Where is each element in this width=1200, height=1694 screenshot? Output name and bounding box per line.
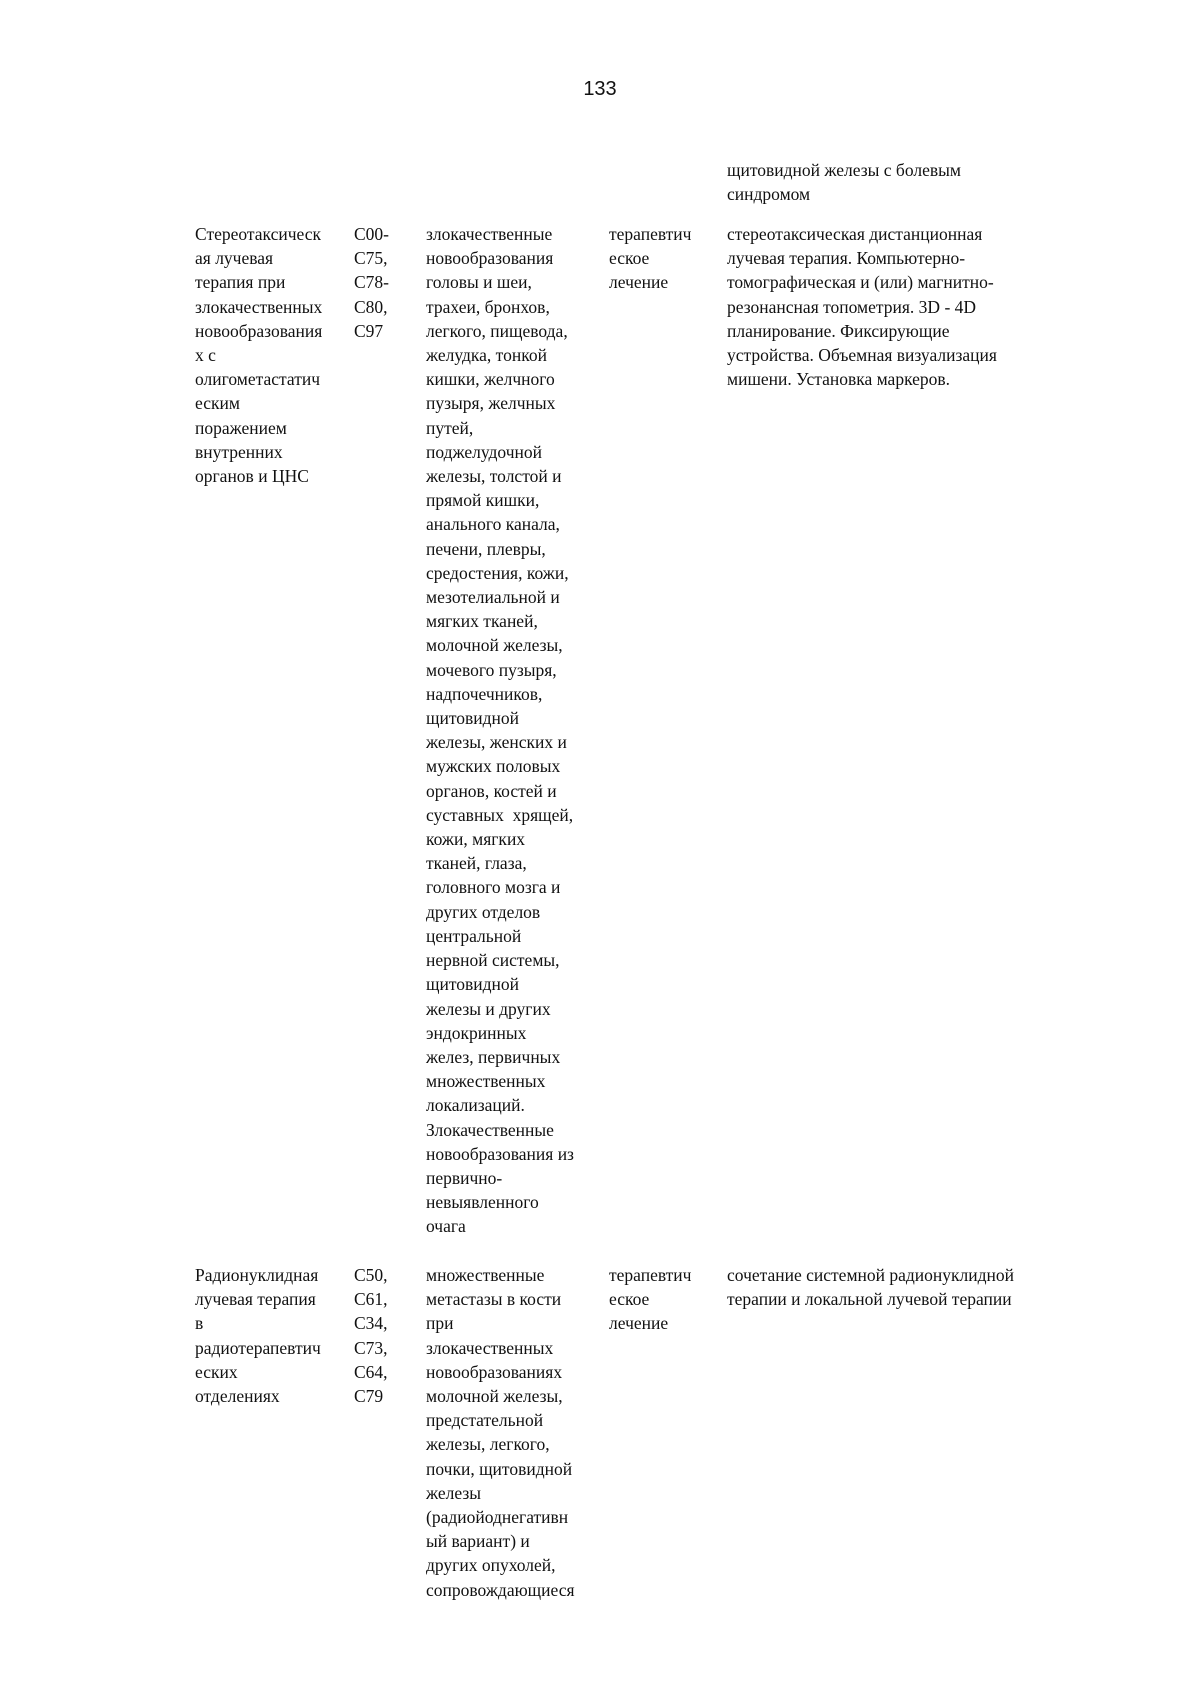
text-line: предстательной (426, 1410, 544, 1431)
text-line: еских (195, 1361, 238, 1382)
text-line: новообразования (195, 320, 323, 341)
text-line: мужских половых (426, 756, 561, 777)
text-line: поражением (195, 417, 287, 438)
row1-method (727, 222, 997, 391)
text-line: злокачественные (426, 224, 553, 244)
text-line: C97 (354, 320, 384, 341)
text-line: средостения, кожи, (426, 562, 569, 583)
text-line: C80, (354, 296, 388, 317)
text-line: C34, (354, 1313, 388, 1334)
text-line: C73, (354, 1337, 388, 1358)
row1-procedure-name (195, 222, 322, 488)
row2-treatment-type (609, 1263, 691, 1336)
text-line: железы (426, 1482, 482, 1503)
text-line: C00- (354, 224, 389, 244)
text-line: сочетание системной радионуклидной (727, 1265, 1015, 1285)
text-line: головы и шеи, (426, 272, 532, 293)
text-line: стереотаксическая дистанционная (727, 224, 983, 244)
text-line: легкого, пищевода, (426, 320, 568, 341)
text-line: желез, первичных (426, 1046, 561, 1067)
text-line: надпочечников, (426, 683, 543, 704)
text-line: резонансная топометрия. 3D - 4D (727, 296, 977, 317)
row1-treatment-type (609, 222, 691, 295)
text-line: лучевая терапия (195, 1289, 316, 1310)
text-line: томографическая и (или) магнитно- (727, 272, 994, 293)
text-line: центральной (426, 925, 522, 946)
text-line: злокачественных (426, 1337, 554, 1358)
text-line: суставных хрящей, (426, 804, 574, 825)
text-line: внутренних (195, 441, 283, 462)
text-line: олигометастатич (195, 369, 321, 390)
row2-icd-codes (354, 1263, 388, 1408)
text-line: первично- (426, 1167, 503, 1188)
text-line: локализаций. (426, 1095, 525, 1116)
text-line: Стереотаксическ (195, 224, 321, 244)
text-line: еским (195, 393, 240, 414)
text-line: очага (426, 1216, 466, 1237)
text-line: C75, (354, 248, 388, 269)
text-line: отделениях (195, 1386, 280, 1407)
text-line: почки, щитовидной (426, 1458, 573, 1479)
text-line: еское (609, 248, 650, 269)
text-line: железы, толстой и (426, 466, 562, 487)
text-line: железы и других (426, 998, 551, 1019)
text-line: тканей, глаза, (426, 853, 527, 874)
text-line: (радиойоднегативн (426, 1507, 569, 1528)
text-line: х с (195, 345, 216, 366)
text-line: C61, (354, 1289, 388, 1310)
text-line: новообразования из (426, 1143, 574, 1164)
text-line: сопровождающиеся (426, 1579, 575, 1600)
text-line: железы, легкого, (426, 1434, 550, 1455)
carryover-method-text (727, 158, 961, 206)
text-line: новообразованиях (426, 1361, 563, 1382)
text-line: щитовидной железы с болевым (727, 160, 961, 180)
text-line: мочевого пузыря, (426, 659, 557, 680)
text-line: мягких тканей, (426, 611, 538, 632)
text-line: печени, плевры, (426, 538, 546, 559)
text-line: головного мозга и (426, 877, 561, 898)
text-line: лечение (609, 272, 669, 293)
text-line: щитовидной (426, 974, 520, 995)
text-line: органов, костей и (426, 780, 557, 801)
text-line: поджелудочной (426, 441, 543, 462)
text-line: множественных (426, 1071, 546, 1092)
text-line: эндокринных (426, 1022, 527, 1043)
text-line: мишени. Установка маркеров. (727, 369, 951, 390)
text-line: при (426, 1313, 454, 1334)
text-line: анального канала, (426, 514, 560, 535)
row2-method (727, 1263, 1014, 1311)
text-line: других опухолей, (426, 1555, 556, 1576)
text-line: молочной железы, (426, 1386, 563, 1407)
text-line: трахеи, бронхов, (426, 296, 550, 317)
text-line: C79 (354, 1386, 384, 1407)
text-line: кожи, мягких (426, 829, 526, 850)
text-line: планирование. Фиксирующие (727, 320, 950, 341)
text-line: желудка, тонкой (426, 345, 547, 366)
text-line: в (195, 1313, 204, 1334)
text-line: прямой кишки, (426, 490, 540, 511)
text-line: железы, женских и (426, 732, 567, 753)
text-line: C78- (354, 272, 389, 293)
text-line: радиотерапевтич (195, 1337, 321, 1358)
text-line: ый вариант) и (426, 1531, 530, 1552)
text-line: Злокачественные (426, 1119, 554, 1140)
text-line: еское (609, 1289, 650, 1310)
text-line: терапевтич (609, 1265, 692, 1285)
text-line: кишки, желчного (426, 369, 555, 390)
text-line: новообразования (426, 248, 554, 269)
text-line: щитовидной (426, 708, 520, 729)
text-line: синдромом (727, 184, 811, 205)
text-line: метастазы в кости (426, 1289, 562, 1310)
text-line: мезотелиальной и (426, 587, 560, 608)
row2-diagnosis (426, 1263, 575, 1602)
row1-icd-codes (354, 222, 389, 343)
row1-diagnosis (426, 222, 574, 1239)
text-line: органов и ЦНС (195, 466, 309, 487)
text-line: Радионуклидная (195, 1265, 319, 1285)
text-line: C50, (354, 1265, 388, 1285)
text-line: молочной железы, (426, 635, 563, 656)
text-line: терапия при (195, 272, 286, 293)
text-line: лучевая терапия. Компьютерно- (727, 248, 966, 269)
text-line: злокачественных (195, 296, 323, 317)
text-line: нервной системы, (426, 950, 560, 971)
text-line: терапии и локальной лучевой терапии (727, 1289, 1012, 1310)
text-line: невыявленного (426, 1192, 539, 1213)
text-line: C64, (354, 1361, 388, 1382)
text-line: множественные (426, 1265, 545, 1285)
text-line: ая лучевая (195, 248, 274, 269)
text-line: других отделов (426, 901, 541, 922)
text-line: устройства. Объемная визуализация (727, 345, 997, 366)
text-line: пузыря, желчных (426, 393, 556, 414)
text-line: лечение (609, 1313, 669, 1334)
text-line: терапевтич (609, 224, 692, 244)
page-number: 133 (583, 78, 617, 100)
row2-procedure-name (195, 1263, 321, 1408)
text-line: путей, (426, 417, 474, 438)
